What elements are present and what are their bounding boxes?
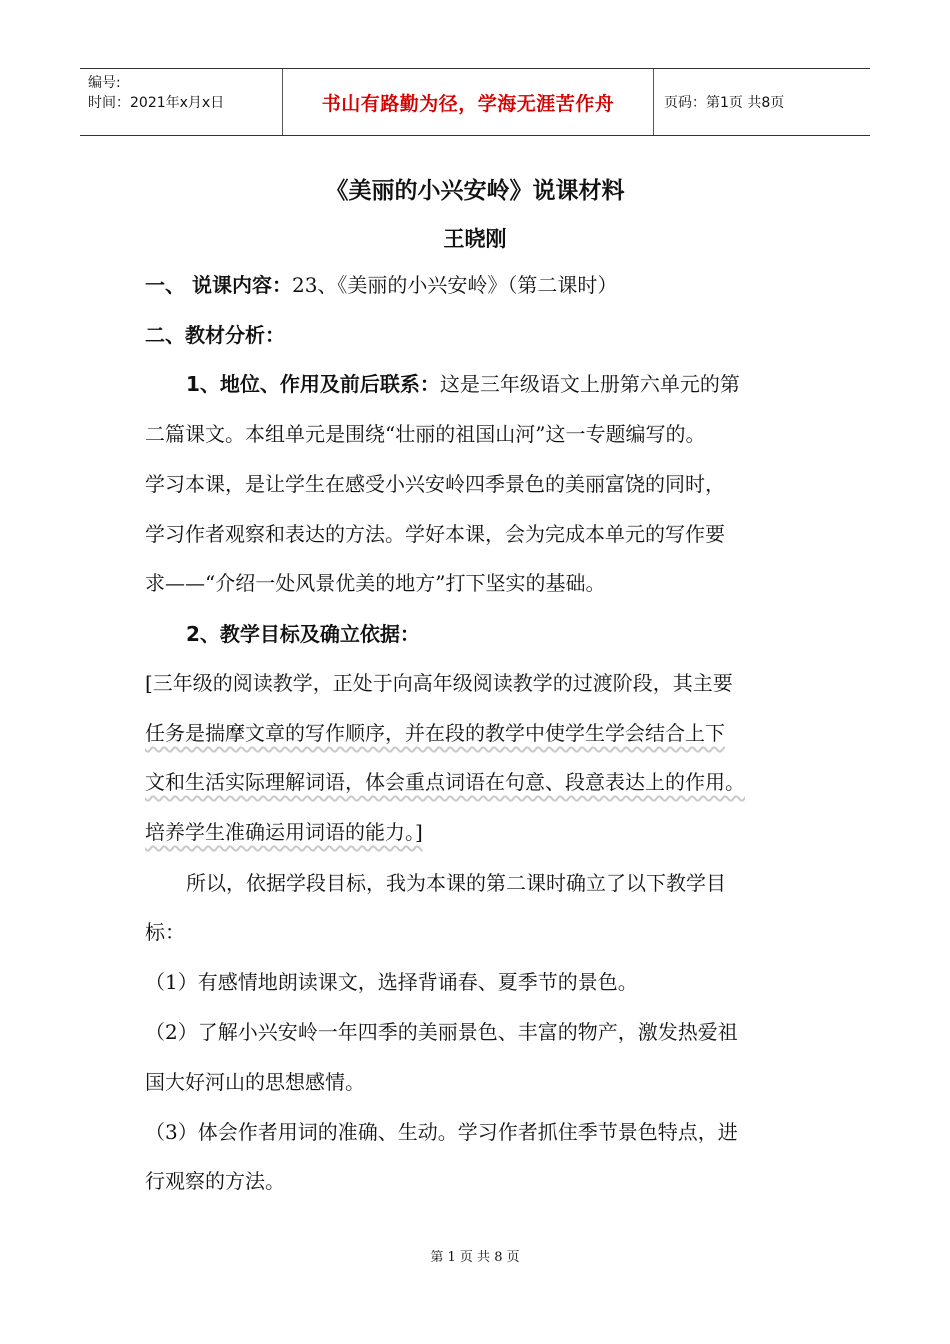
goal-1: （1）有感情地朗读课文，选择背诵春、夏季节的景色。 [145, 970, 638, 994]
section-1-heading: 一、 说课内容： [145, 273, 292, 297]
paragraph-1-line-3: 学习本课，是让学生在感受小兴安岭四季景色的美丽富饶的同时， [145, 472, 725, 496]
paragraph-2-heading: 2、教学目标及确立依据： [186, 622, 420, 646]
document-title: 《美丽的小兴安岭》说课材料 [325, 178, 625, 204]
basis-line-1: 所以，依据学段目标，我为本课的第二课时确立了以下教学目 [186, 871, 726, 895]
paragraph-1-line-2: 二篇课文。本组单元是围绕“壮丽的祖国山河”这一专题编写的。 [145, 422, 706, 446]
header-page-info: 页码：第1页 共8页 [664, 95, 785, 111]
paragraph-1-heading: 1、地位、作用及前后联系： [186, 372, 440, 396]
quote-line-4: 培养学生准确运用词语的能力。] [145, 820, 423, 844]
page-header [80, 68, 870, 136]
quote-line-3: 文和生活实际理解词语，体会重点词语在句意、段意表达上的作用。 [145, 770, 745, 794]
basis-line-2: 标： [145, 920, 185, 944]
goal-3-line-2: 行观察的方法。 [145, 1169, 285, 1193]
goal-2-line-1: （2）了解小兴安岭一年四季的美丽景色、丰富的物产，激发热爱祖 [145, 1020, 738, 1044]
page-footer: 第 1 页 共 8 页 [430, 1250, 520, 1265]
section-1-text: 23、《美丽的小兴安岭》（第二课时） [291, 273, 618, 297]
section-1 [145, 271, 617, 299]
header-motto: 书山有路勤为径，学海无涯苦作舟 [282, 69, 654, 135]
paragraph-1-text: 这是三年级语文上册第六单元的第 [439, 372, 740, 396]
header-meta [80, 69, 282, 135]
paragraph-1-line-4: 学习作者观察和表达的方法。学好本课，会为完成本单元的写作要 [145, 522, 725, 546]
goal-2-line-2: 国大好河山的思想感情。 [145, 1070, 365, 1094]
section-2-heading: 二、教材分析： [145, 323, 285, 347]
time-label: 时间：2021年x月x日 [88, 95, 225, 111]
quote-line-2: 任务是揣摩文章的写作顺序，并在段的教学中使学生学会结合上下 [145, 721, 725, 745]
document-author: 王晓刚 [443, 227, 507, 251]
quote-line-1: [三年级的阅读教学，正处于向高年级阅读教学的过渡阶段，其主要 [145, 671, 733, 695]
paragraph-1-first-line [186, 370, 740, 398]
goal-3-line-1: （3）体会作者用词的准确、生动。学习作者抓住季节景色特点，进 [145, 1120, 738, 1144]
number-label: 编号: [88, 75, 121, 91]
paragraph-1-line-5: 求——“介绍一处风景优美的地方”打下坚实的基础。 [145, 571, 606, 595]
